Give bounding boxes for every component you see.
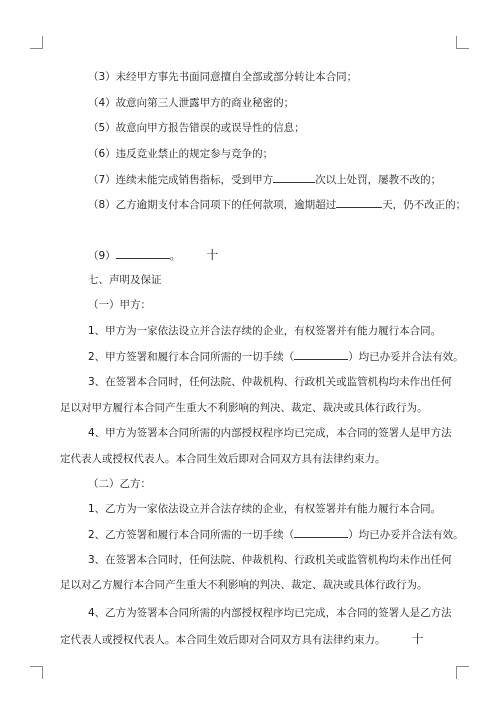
party-b-clause-3-line-2: 足以对乙方履行本合同产生重大不利影响的判决、裁定、裁决或具体行政行为。 — [60, 579, 428, 591]
clause-item-7-text: （7）连续未能完成销售指标，受到甲方 — [88, 174, 274, 186]
clause-item-7 — [88, 171, 500, 189]
party-b-clause-2 — [88, 526, 500, 544]
section-heading-declarations: 七、声明及保证 — [88, 274, 162, 286]
party-b-clause-4-line-1: 4、乙方为签署本合同所需的内部授权程序均已完成，本合同的签署人是乙方法 — [88, 607, 452, 619]
party-b-clause-2-tail: ）均已办妥并合法有效。 — [348, 529, 464, 541]
party-b-clause-2-text: 2、乙方签署和履行本合同所需的一切手续（ — [88, 529, 295, 541]
crop-mark-top-right — [456, 36, 469, 49]
fill-blank-procedures-a[interactable] — [294, 348, 348, 360]
party-b-clause-1: 1、乙方为一家依法设立并合法存续的企业，有权签署并有能力履行本合同。 — [88, 503, 442, 515]
crop-mark-bottom-left — [30, 666, 43, 679]
party-b-clause-4-line-2 — [60, 630, 500, 648]
party-a-clause-4-line-2: 定代表人或授权代表人。本合同生效后即对合同双方具有法律约束力。 — [60, 453, 386, 465]
clause-item-4: （4）故意向第三人泄露甲方的商业秘密的； — [88, 97, 295, 109]
party-b-clause-4-line-2-text: 定代表人或授权代表人。本合同生效后即对合同双方具有法律约束力。 — [60, 634, 386, 646]
crop-mark-top-left — [30, 36, 43, 49]
clause-item-7-tail: 次以上处罚，屡教不改的； — [315, 174, 442, 186]
party-b-heading: （二）乙方： — [88, 478, 151, 490]
party-a-clause-1: 1、甲方为一家依法设立并合法存续的企业，有权签署并有能力履行本合同。 — [88, 325, 442, 337]
party-a-clause-2-text: 2、甲方签署和履行本合同所需的一切手续（ — [88, 351, 295, 363]
clause-item-8-text: （8）乙方逾期支付本合同项下的任何款项，逾期超过 — [88, 199, 337, 211]
fill-blank-times[interactable] — [273, 171, 315, 183]
party-a-heading: （一）甲方： — [88, 299, 151, 311]
clause-item-9-tail: 。 — [169, 250, 181, 262]
fill-blank-days[interactable] — [336, 196, 382, 208]
clause-item-9-text: （9） — [88, 250, 116, 262]
clause-item-9 — [88, 246, 500, 264]
clause-item-8 — [88, 196, 500, 214]
party-a-clause-2 — [88, 348, 500, 366]
clause-item-5: （5）故意向甲方报告错误的或误导性的信息； — [88, 122, 305, 134]
clause-item-3: （3）未经甲方事先书面同意擅自全部或部分转让本合同； — [88, 71, 358, 83]
plus-mark-end: 十 — [411, 632, 424, 646]
plus-mark: 十 — [206, 248, 219, 262]
party-a-clause-3-line-1: 3、在签署本合同时，任何法院、仲裁机构、行政机关或监管机构均未作出任何 — [88, 376, 452, 388]
fill-blank-other[interactable] — [116, 247, 170, 259]
fill-blank-procedures-b[interactable] — [294, 526, 348, 538]
clause-item-8-tail: 天，仍不改正的； — [382, 199, 467, 211]
clause-item-6: （6）违反竞业禁止的规定参与竞争的； — [88, 148, 274, 160]
party-a-clause-4-line-1: 4、甲方为签署本合同所需的内部授权程序均已完成，本合同的签署人是甲方法 — [88, 427, 452, 439]
party-a-clause-3-line-2: 足以对甲方履行本合同产生重大不利影响的判决、裁定、裁决或具体行政行为。 — [60, 402, 428, 414]
party-b-clause-3-line-1: 3、在签署本合同时，任何法院、仲裁机构、行政机关或监管机构均未作出任何 — [88, 554, 452, 566]
crop-mark-bottom-right — [456, 666, 469, 679]
party-a-clause-2-tail: ）均已办妥并合法有效。 — [348, 351, 464, 363]
